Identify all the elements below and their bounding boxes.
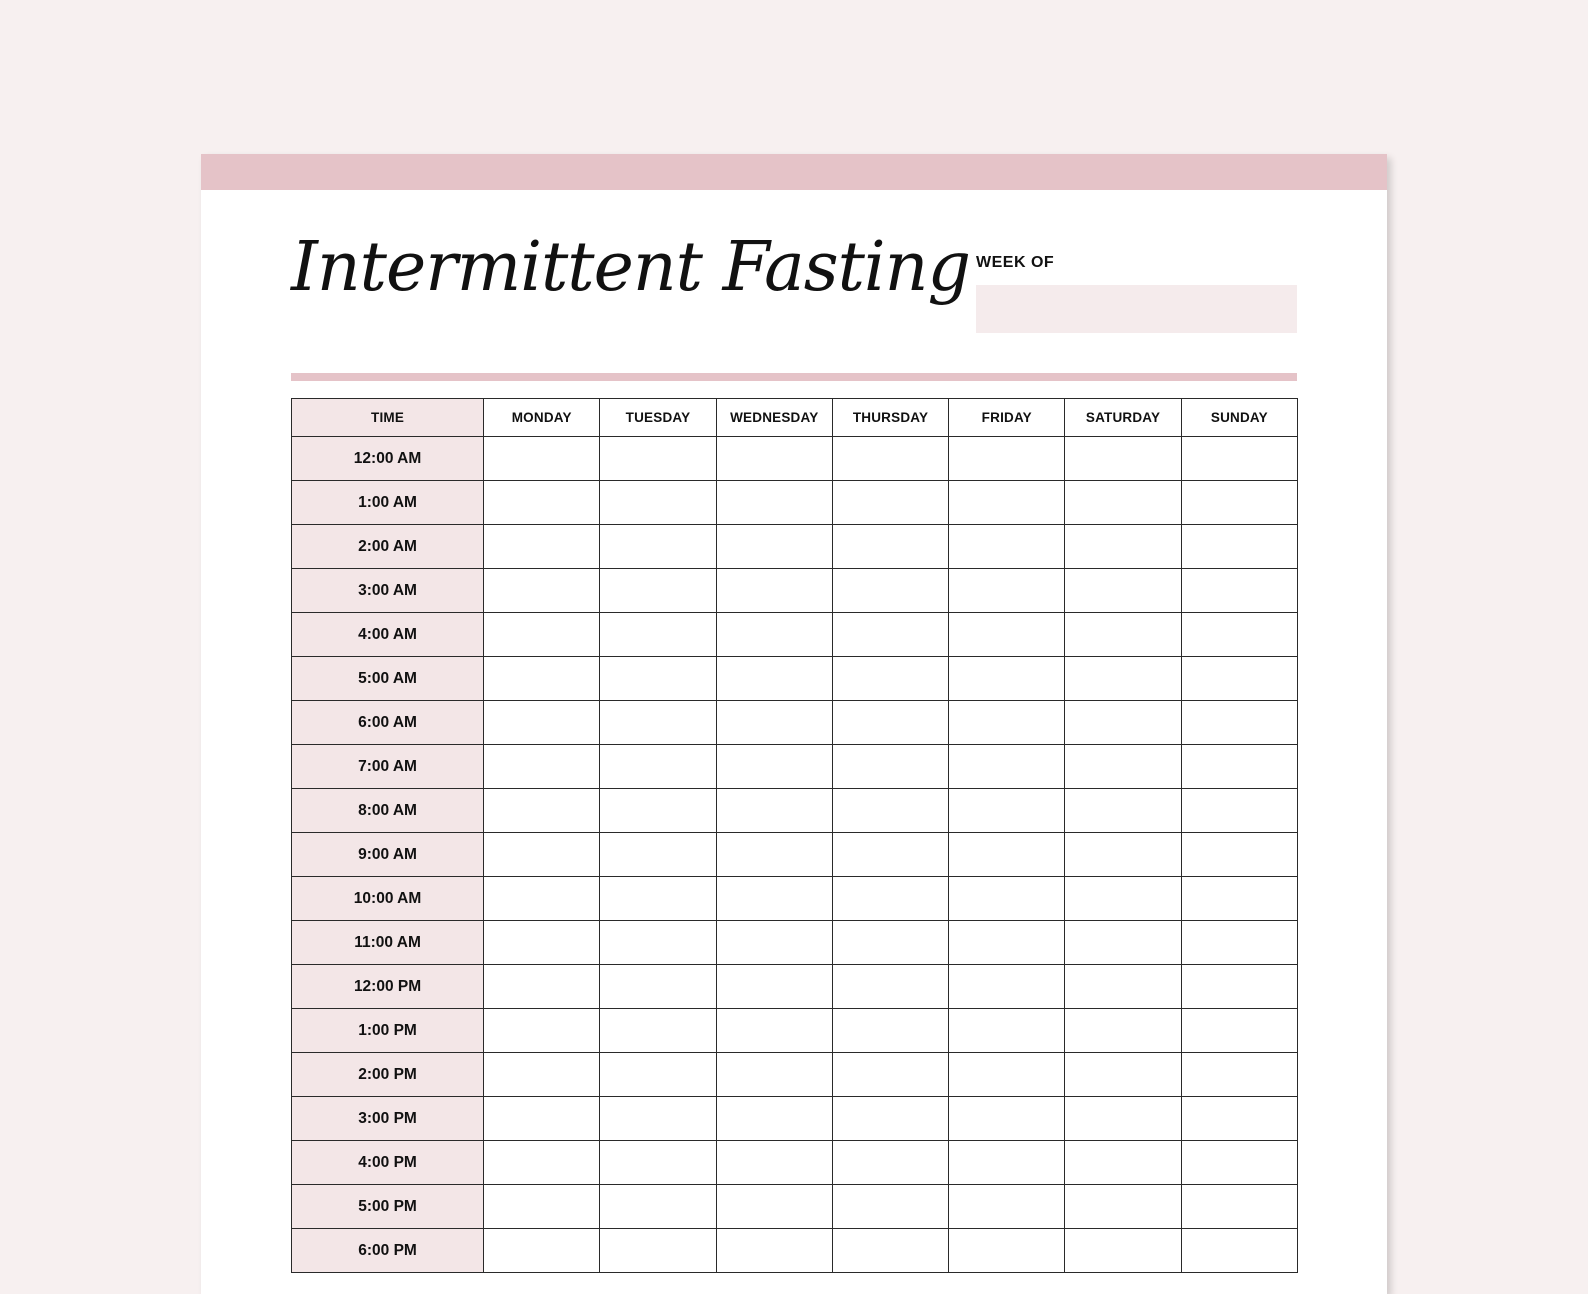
table-row — [292, 525, 1298, 569]
planner-sheet — [201, 154, 1387, 1294]
schedule-cell-tuesday[interactable] — [600, 833, 716, 877]
schedule-cell-wednesday[interactable] — [716, 569, 832, 613]
schedule-cell-thursday[interactable] — [832, 1009, 948, 1053]
schedule-cell-sunday[interactable] — [1181, 833, 1297, 877]
schedule-cell-saturday[interactable] — [1065, 1229, 1181, 1273]
table-row — [292, 481, 1298, 525]
schedule-cell-sunday[interactable] — [1181, 1009, 1297, 1053]
time-slot-label: 3:00 AM — [292, 569, 484, 613]
day-header-sunday: SUNDAY — [1181, 399, 1297, 437]
table-row — [292, 745, 1298, 789]
table-row — [292, 1053, 1298, 1097]
schedule-cell-friday[interactable] — [949, 613, 1065, 657]
table-row — [292, 833, 1298, 877]
schedule-cell-monday[interactable] — [484, 1229, 600, 1273]
schedule-cell-tuesday[interactable] — [600, 701, 716, 745]
schedule-cell-friday[interactable] — [949, 965, 1065, 1009]
schedule-cell-friday[interactable] — [949, 877, 1065, 921]
schedule-cell-monday[interactable] — [484, 745, 600, 789]
schedule-cell-wednesday[interactable] — [716, 833, 832, 877]
schedule-cell-monday[interactable] — [484, 789, 600, 833]
schedule-cell-saturday[interactable] — [1065, 1141, 1181, 1185]
schedule-cell-thursday[interactable] — [832, 437, 948, 481]
schedule-cell-thursday[interactable] — [832, 481, 948, 525]
time-slot-label: 10:00 AM — [292, 877, 484, 921]
schedule-cell-wednesday[interactable] — [716, 1185, 832, 1229]
schedule-cell-thursday[interactable] — [832, 833, 948, 877]
schedule-cell-wednesday[interactable] — [716, 613, 832, 657]
table-row — [292, 701, 1298, 745]
schedule-cell-thursday[interactable] — [832, 1141, 948, 1185]
table-row — [292, 613, 1298, 657]
schedule-cell-wednesday[interactable] — [716, 701, 832, 745]
schedule-cell-wednesday[interactable] — [716, 1141, 832, 1185]
schedule-cell-tuesday[interactable] — [600, 1009, 716, 1053]
schedule-cell-friday[interactable] — [949, 569, 1065, 613]
schedule-cell-monday[interactable] — [484, 1009, 600, 1053]
schedule-cell-sunday[interactable] — [1181, 1185, 1297, 1229]
schedule-cell-wednesday[interactable] — [716, 1009, 832, 1053]
schedule-cell-tuesday[interactable] — [600, 1185, 716, 1229]
schedule-cell-friday[interactable] — [949, 921, 1065, 965]
schedule-cell-friday[interactable] — [949, 1053, 1065, 1097]
schedule-cell-sunday[interactable] — [1181, 701, 1297, 745]
schedule-cell-thursday[interactable] — [832, 1229, 948, 1273]
schedule-cell-sunday[interactable] — [1181, 1141, 1297, 1185]
schedule-cell-monday[interactable] — [484, 569, 600, 613]
schedule-cell-sunday[interactable] — [1181, 481, 1297, 525]
week-of-input[interactable] — [976, 285, 1297, 333]
schedule-cell-tuesday[interactable] — [600, 1097, 716, 1141]
schedule-cell-tuesday[interactable] — [600, 965, 716, 1009]
time-slot-label: 1:00 AM — [292, 481, 484, 525]
schedule-cell-monday[interactable] — [484, 613, 600, 657]
schedule-cell-monday[interactable] — [484, 921, 600, 965]
day-header-wednesday: WEDNESDAY — [716, 399, 832, 437]
schedule-cell-wednesday[interactable] — [716, 437, 832, 481]
schedule-cell-tuesday[interactable] — [600, 745, 716, 789]
time-slot-label: 2:00 PM — [292, 1053, 484, 1097]
table-row — [292, 1229, 1298, 1273]
schedule-cell-tuesday[interactable] — [600, 481, 716, 525]
schedule-cell-tuesday[interactable] — [600, 1053, 716, 1097]
schedule-cell-monday[interactable] — [484, 1141, 600, 1185]
schedule-cell-wednesday[interactable] — [716, 921, 832, 965]
schedule-cell-saturday[interactable] — [1065, 745, 1181, 789]
schedule-cell-thursday[interactable] — [832, 965, 948, 1009]
schedule-cell-wednesday[interactable] — [716, 1229, 832, 1273]
table-row — [292, 877, 1298, 921]
schedule-cell-friday[interactable] — [949, 1141, 1065, 1185]
schedule-cell-sunday[interactable] — [1181, 745, 1297, 789]
day-header-thursday: THURSDAY — [832, 399, 948, 437]
schedule-cell-friday[interactable] — [949, 701, 1065, 745]
schedule-cell-sunday[interactable] — [1181, 437, 1297, 481]
schedule-cell-saturday[interactable] — [1065, 525, 1181, 569]
schedule-cell-tuesday[interactable] — [600, 1141, 716, 1185]
time-slot-label: 3:00 PM — [292, 1097, 484, 1141]
schedule-cell-sunday[interactable] — [1181, 569, 1297, 613]
schedule-cell-monday[interactable] — [484, 1097, 600, 1141]
schedule-cell-tuesday[interactable] — [600, 921, 716, 965]
schedule-cell-thursday[interactable] — [832, 1185, 948, 1229]
time-slot-label: 9:00 AM — [292, 833, 484, 877]
schedule-cell-tuesday[interactable] — [600, 569, 716, 613]
schedule-cell-sunday[interactable] — [1181, 965, 1297, 1009]
schedule-cell-monday[interactable] — [484, 437, 600, 481]
schedule-cell-saturday[interactable] — [1065, 833, 1181, 877]
table-row — [292, 657, 1298, 701]
schedule-cell-friday[interactable] — [949, 1229, 1065, 1273]
schedule-cell-saturday[interactable] — [1065, 657, 1181, 701]
table-row — [292, 1185, 1298, 1229]
schedule-cell-sunday[interactable] — [1181, 613, 1297, 657]
schedule-cell-saturday[interactable] — [1065, 569, 1181, 613]
schedule-cell-friday[interactable] — [949, 789, 1065, 833]
schedule-cell-friday[interactable] — [949, 1185, 1065, 1229]
schedule-cell-friday[interactable] — [949, 525, 1065, 569]
schedule-cell-saturday[interactable] — [1065, 701, 1181, 745]
time-slot-label: 1:00 PM — [292, 1009, 484, 1053]
schedule-cell-wednesday[interactable] — [716, 745, 832, 789]
schedule-cell-sunday[interactable] — [1181, 921, 1297, 965]
time-slot-label: 4:00 PM — [292, 1141, 484, 1185]
schedule-cell-thursday[interactable] — [832, 613, 948, 657]
schedule-cell-sunday[interactable] — [1181, 1053, 1297, 1097]
schedule-cell-monday[interactable] — [484, 833, 600, 877]
schedule-cell-friday[interactable] — [949, 745, 1065, 789]
schedule-cell-monday[interactable] — [484, 657, 600, 701]
time-slot-label: 8:00 AM — [292, 789, 484, 833]
schedule-cell-friday[interactable] — [949, 437, 1065, 481]
schedule-cell-saturday[interactable] — [1065, 789, 1181, 833]
schedule-cell-thursday[interactable] — [832, 569, 948, 613]
table-row — [292, 789, 1298, 833]
schedule-cell-saturday[interactable] — [1065, 965, 1181, 1009]
schedule-cell-sunday[interactable] — [1181, 877, 1297, 921]
schedule-cell-sunday[interactable] — [1181, 657, 1297, 701]
schedule-cell-saturday[interactable] — [1065, 437, 1181, 481]
time-slot-label: 5:00 AM — [292, 657, 484, 701]
week-of-label: WEEK OF — [976, 254, 1055, 271]
schedule-cell-saturday[interactable] — [1065, 1097, 1181, 1141]
day-header-saturday: SATURDAY — [1065, 399, 1181, 437]
schedule-cell-sunday[interactable] — [1181, 1097, 1297, 1141]
schedule-cell-thursday[interactable] — [832, 657, 948, 701]
schedule-cell-friday[interactable] — [949, 1009, 1065, 1053]
schedule-cell-sunday[interactable] — [1181, 525, 1297, 569]
table-row — [292, 965, 1298, 1009]
schedule-cell-sunday[interactable] — [1181, 789, 1297, 833]
schedule-cell-monday[interactable] — [484, 1185, 600, 1229]
schedule-cell-thursday[interactable] — [832, 921, 948, 965]
schedule-cell-tuesday[interactable] — [600, 877, 716, 921]
table-row — [292, 437, 1298, 481]
time-slot-label: 6:00 PM — [292, 1229, 484, 1273]
page-title: Intermittent Fasting — [291, 228, 970, 307]
schedule-cell-thursday[interactable] — [832, 1097, 948, 1141]
schedule-cell-tuesday[interactable] — [600, 657, 716, 701]
table-row — [292, 921, 1298, 965]
schedule-cell-wednesday[interactable] — [716, 481, 832, 525]
time-column-header: TIME — [292, 399, 484, 437]
time-slot-label: 4:00 AM — [292, 613, 484, 657]
schedule-cell-saturday[interactable] — [1065, 481, 1181, 525]
schedule-cell-sunday[interactable] — [1181, 1229, 1297, 1273]
schedule-cell-wednesday[interactable] — [716, 525, 832, 569]
time-slot-label: 12:00 PM — [292, 965, 484, 1009]
schedule-cell-monday[interactable] — [484, 525, 600, 569]
time-slot-label: 12:00 AM — [292, 437, 484, 481]
table-row — [292, 1097, 1298, 1141]
schedule-cell-thursday[interactable] — [832, 789, 948, 833]
schedule-cell-wednesday[interactable] — [716, 965, 832, 1009]
schedule-cell-thursday[interactable] — [832, 525, 948, 569]
time-slot-label: 2:00 AM — [292, 525, 484, 569]
schedule-cell-saturday[interactable] — [1065, 1185, 1181, 1229]
schedule-cell-friday[interactable] — [949, 481, 1065, 525]
schedule-cell-monday[interactable] — [484, 1053, 600, 1097]
fasting-schedule-table — [291, 398, 1298, 1273]
day-header-tuesday: TUESDAY — [600, 399, 716, 437]
schedule-cell-tuesday[interactable] — [600, 525, 716, 569]
schedule-cell-wednesday[interactable] — [716, 657, 832, 701]
schedule-cell-saturday[interactable] — [1065, 613, 1181, 657]
schedule-cell-saturday[interactable] — [1065, 1009, 1181, 1053]
time-slot-label: 11:00 AM — [292, 921, 484, 965]
top-accent-band — [201, 154, 1387, 190]
schedule-cell-wednesday[interactable] — [716, 789, 832, 833]
schedule-cell-tuesday[interactable] — [600, 437, 716, 481]
schedule-cell-tuesday[interactable] — [600, 789, 716, 833]
schedule-cell-friday[interactable] — [949, 833, 1065, 877]
schedule-cell-thursday[interactable] — [832, 1053, 948, 1097]
schedule-cell-saturday[interactable] — [1065, 921, 1181, 965]
time-slot-label: 7:00 AM — [292, 745, 484, 789]
table-row — [292, 569, 1298, 613]
schedule-cell-monday[interactable] — [484, 965, 600, 1009]
time-slot-label: 5:00 PM — [292, 1185, 484, 1229]
time-slot-label: 6:00 AM — [292, 701, 484, 745]
schedule-cell-thursday[interactable] — [832, 701, 948, 745]
day-header-friday: FRIDAY — [949, 399, 1065, 437]
schedule-cell-wednesday[interactable] — [716, 877, 832, 921]
schedule-cell-wednesday[interactable] — [716, 1053, 832, 1097]
schedule-cell-wednesday[interactable] — [716, 1097, 832, 1141]
table-row — [292, 1009, 1298, 1053]
schedule-cell-tuesday[interactable] — [600, 1229, 716, 1273]
schedule-cell-monday[interactable] — [484, 701, 600, 745]
title-divider — [291, 373, 1297, 381]
schedule-cell-thursday[interactable] — [832, 745, 948, 789]
schedule-cell-thursday[interactable] — [832, 877, 948, 921]
schedule-cell-tuesday[interactable] — [600, 613, 716, 657]
schedule-cell-saturday[interactable] — [1065, 1053, 1181, 1097]
header-row — [292, 399, 1298, 437]
schedule-cell-saturday[interactable] — [1065, 877, 1181, 921]
table-row — [292, 1141, 1298, 1185]
schedule-cell-monday[interactable] — [484, 877, 600, 921]
day-header-monday: MONDAY — [484, 399, 600, 437]
schedule-cell-friday[interactable] — [949, 657, 1065, 701]
schedule-cell-friday[interactable] — [949, 1097, 1065, 1141]
schedule-cell-monday[interactable] — [484, 481, 600, 525]
